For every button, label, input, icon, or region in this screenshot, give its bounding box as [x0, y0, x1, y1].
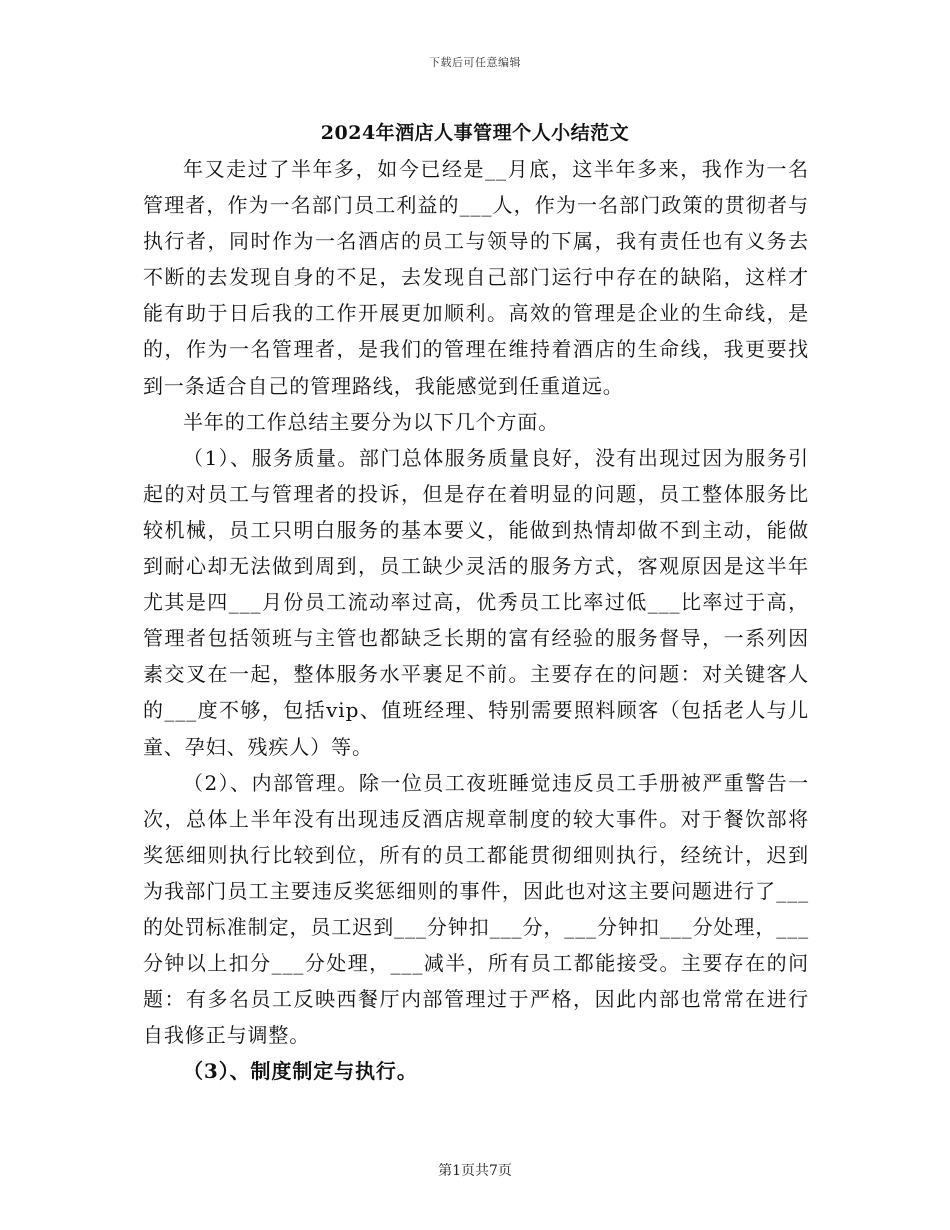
paragraph-internal-management: （2）、内部管理。除一位员工夜班睡觉违反员工手册被严重警告一次，总体上半年没有出现违反酒店规章制度的较大事件。对于餐饮部将奖惩细则执行比较到位，所有的员工都能贯彻细则执行，经统计，迟到为我部门员工主要违反奖惩细则的事件，因此也对这主要问题进行了___的处罚标准制定，员工迟到___分钟扣___分，___分钟扣___分处理，___分钟以上扣分___分处理，___减半，所有员工都能接受。主要存在的问题：有多名员工反映西餐厅内部管理过于严格，因此内部也常常在进行自我修正与调整。 — [143, 770, 809, 1048]
paragraph-overview: 半年的工作总结主要分为以下几个方面。 — [183, 409, 560, 434]
section-heading-rules: （3）、制度制定与执行。 — [183, 1059, 418, 1084]
paragraph-intro: 年又走过了半年多，如今已经是__月底，这半年多来，我作为一名管理者，作为一名部门员工利益的___人，作为一名部门政策的贯彻者与执行者，同时作为一名酒店的员工与领导的下属，我有责任也有义务去不断的去发现自身的不足，去发现自己部门运行中存在的缺陷，这样才能有助于日后我的工作开展更加顺利。高效的管理是企业的生命线，是的，作为一名管理者，是我们的管理在维持着酒店的生命线，我更要找到一条适合自己的管理路线，我能感觉到任重道远。 — [143, 157, 809, 398]
page-title: 2024年酒店人事管理个人小结范文 — [320, 122, 630, 144]
document-body — [143, 151, 809, 1089]
header-note: 下载后可任意编辑 — [429, 56, 521, 69]
page-footer: 第1页共7页 — [438, 1163, 512, 1179]
paragraph-service-quality: （1）、服务质量。部门总体服务质量良好，没有出现过因为服务引起的对员工与管理者的投诉，但是存在着明显的问题，员工整体服务比较机械，员工只明白服务的基本要义，能做到热情却做不到主动，能做到耐心却无法做到周到，员工缺少灵活的服务方式，客观原因是这半年尤其是四___月份员工流动率过高，优秀员工比率过低___比率过于高，管理者包括领班与主管也都缺乏长期的富有经验的服务督导，一系列因素交叉在一起，整体服务水平裹足不前。主要存在的问题：对关键客人的___度不够，包括vip、值班经理、特别需要照料顾客（包括老人与儿童、孕妇、残疾人）等。 — [143, 445, 809, 759]
